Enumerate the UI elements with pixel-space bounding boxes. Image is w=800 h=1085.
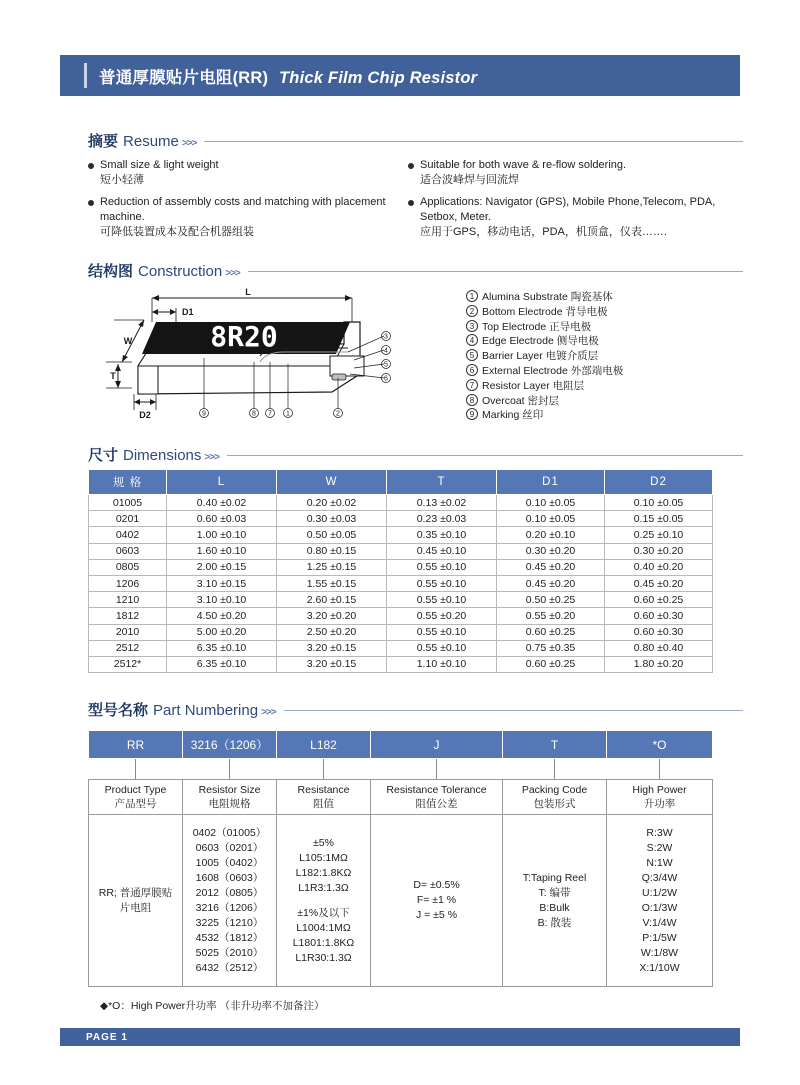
bullet-text-en: Suitable for both wave & re-flow soldering.	[420, 159, 627, 171]
cell-D1: 0.10 ±0.05	[497, 511, 605, 527]
cell-T: 0.45 ±0.10	[387, 543, 497, 559]
section-rule	[248, 271, 743, 272]
column-header-product-type	[89, 780, 183, 815]
value-line: T: 编带	[538, 886, 571, 899]
value-line: W:1/8W	[640, 946, 679, 959]
list-item	[466, 320, 623, 335]
page-title	[99, 64, 477, 88]
value-line: L1801:1.8KΩ	[292, 936, 355, 949]
dim-label-D2: D2	[139, 410, 151, 420]
page-title-zh: 普通厚膜贴片电阻(RR)	[99, 68, 269, 87]
table-header-row	[89, 780, 713, 815]
column-header-W: W	[277, 470, 387, 495]
legend-text-zh: 电镀介质层	[545, 350, 599, 363]
cell-D2: 0.25 ±0.10	[605, 527, 713, 543]
cell-D1: 0.60 ±0.25	[497, 656, 605, 672]
svg-text:4: 4	[384, 347, 388, 355]
bullet-dot-icon	[408, 163, 414, 169]
section-heading-resume	[88, 130, 743, 151]
cell-L: 1.00 ±0.10	[167, 527, 277, 543]
bullet-text	[100, 158, 219, 188]
resume-column-right	[408, 158, 718, 247]
part-numbering-note: ◆*O：High Power升功率 （非升功率不加备注）	[100, 1000, 325, 1012]
section-arrows-icon: >>>	[204, 452, 219, 463]
section-arrows-icon: >>>	[181, 138, 197, 149]
code-cell-resistor-size: 3216（1206）	[183, 731, 277, 759]
legend-text-en: Resistor Layer	[482, 379, 550, 392]
dim-label-D1: D1	[182, 307, 194, 317]
cell-W: 1.55 ±0.15	[277, 575, 387, 591]
section-rule	[227, 455, 743, 456]
column-header-L: L	[167, 470, 277, 495]
list-item	[466, 408, 623, 423]
list-item	[466, 379, 623, 394]
cell-size: 1210	[89, 592, 167, 608]
page-footer	[60, 1028, 740, 1046]
value-line: 片电阻	[119, 901, 152, 914]
legend-number-icon: 5	[466, 349, 478, 361]
code-cell-resistance: L182	[277, 731, 371, 759]
cell-W: 2.60 ±0.15	[277, 592, 387, 608]
cell-T: 0.55 ±0.10	[387, 559, 497, 575]
bullet-text-zh: 可降低装置成本及配合机器组装	[100, 226, 254, 238]
bullet-text	[100, 195, 398, 240]
svg-text:3: 3	[384, 333, 388, 341]
table-row	[89, 559, 713, 575]
cell-L: 0.40 ±0.02	[167, 495, 277, 511]
cell-size: 01005	[89, 495, 167, 511]
value-line: 1608（0603）	[195, 871, 264, 884]
cell-D2: 0.10 ±0.05	[605, 495, 713, 511]
table-row	[89, 592, 713, 608]
cell-L: 5.00 ±0.20	[167, 624, 277, 640]
bullet-dot-icon	[88, 163, 94, 169]
cell-T: 0.55 ±0.10	[387, 592, 497, 608]
value-line: ±5%	[313, 836, 334, 849]
value-line: 3225（1210）	[195, 916, 264, 929]
legend-text-zh: 密封层	[527, 394, 560, 407]
legend-text-en: Top Electrode	[482, 320, 547, 333]
bullet-text-zh: 应用于GPS，移动电话，PDA，机顶盒，仪表…….	[420, 226, 667, 238]
value-line: Q:3/4W	[641, 871, 678, 884]
legend-text-zh: 丝印	[522, 409, 544, 422]
cell-D2: 1.80 ±0.20	[605, 656, 713, 672]
header-zh: 电阻规格	[208, 798, 251, 810]
svg-text:8: 8	[252, 410, 256, 418]
banner-accent-bar	[84, 63, 87, 88]
connector-line	[135, 759, 136, 779]
header-en: Product Type	[104, 784, 167, 796]
cell-D2: 0.30 ±0.20	[605, 543, 713, 559]
cell-size: 0603	[89, 543, 167, 559]
list-item	[408, 195, 718, 240]
legend-text-en: Bottom Electrode	[482, 305, 563, 318]
column-header-resistance	[277, 780, 371, 815]
cell-packing-values	[503, 815, 607, 987]
legend-text-en: Barrier Layer	[482, 350, 543, 363]
section-heading-construction-en: Construction	[138, 263, 223, 280]
cell-D2: 0.60 ±0.30	[605, 624, 713, 640]
table-row	[89, 815, 713, 987]
cell-W: 0.20 ±0.02	[277, 495, 387, 511]
bullet-text-en: Small size & light weight	[100, 159, 219, 171]
bullet-text-en: Applications: Navigator (GPS), Mobile Phone,Telecom, PDA, Setbox, Meter.	[420, 196, 716, 223]
cell-T: 0.35 ±0.10	[387, 527, 497, 543]
legend-number-icon: 4	[466, 334, 478, 346]
cell-size: 0402	[89, 527, 167, 543]
legend-number-icon: 8	[466, 394, 478, 406]
part-numbering-table	[88, 779, 713, 987]
column-header-packing-code	[503, 780, 607, 815]
bullet-dot-icon	[88, 200, 94, 206]
connector-line	[554, 759, 555, 779]
table-row	[89, 608, 713, 624]
cell-L: 6.35 ±0.10	[167, 640, 277, 656]
resume-bullets	[88, 158, 728, 247]
column-header-resistor-size	[183, 780, 277, 815]
bullet-text-en: Reduction of assembly costs and matching with placement machine.	[100, 196, 386, 223]
value-line: L105:1MΩ	[299, 851, 348, 864]
code-cell-product-type: RR	[89, 731, 183, 759]
cell-size: 2512	[89, 640, 167, 656]
cell-T: 0.55 ±0.10	[387, 575, 497, 591]
construction-diagram	[92, 282, 392, 420]
table-row	[89, 495, 713, 511]
cell-size: 0201	[89, 511, 167, 527]
bullet-text-zh: 适合波峰焊与回流焊	[420, 174, 519, 186]
connector-lines	[88, 759, 712, 779]
cell-T: 0.13 ±0.02	[387, 495, 497, 511]
cell-L: 3.10 ±0.10	[167, 592, 277, 608]
value-line: 3216（1206）	[195, 901, 264, 914]
cell-L: 2.00 ±0.15	[167, 559, 277, 575]
svg-text:5: 5	[384, 361, 388, 369]
value-line: ±1%及以下	[297, 906, 350, 919]
part-numbering-diagram	[88, 730, 712, 987]
section-heading-part-numbering-zh: 型号名称	[88, 702, 149, 719]
cell-L: 0.60 ±0.03	[167, 511, 277, 527]
section-heading-dimensions-en: Dimensions	[123, 447, 202, 464]
section-heading-resume-en: Resume	[123, 133, 179, 150]
cell-D1: 0.45 ±0.20	[497, 575, 605, 591]
legend-number-icon: 3	[466, 320, 478, 332]
value-line: 2012（0805）	[195, 886, 264, 899]
list-item	[466, 290, 623, 305]
cell-W: 0.30 ±0.03	[277, 511, 387, 527]
cell-L: 6.35 ±0.10	[167, 656, 277, 672]
part-code-row	[88, 730, 713, 759]
value-line: L1R3:1.3Ω	[298, 881, 349, 894]
value-line: U:1/2W	[641, 886, 677, 899]
cell-D2: 0.45 ±0.20	[605, 575, 713, 591]
cell-L: 1.60 ±0.10	[167, 543, 277, 559]
section-rule	[204, 141, 743, 142]
cell-L: 3.10 ±0.15	[167, 575, 277, 591]
dim-label-L: L	[245, 287, 251, 297]
connector-line	[659, 759, 660, 779]
header-en: Resistor Size	[198, 784, 261, 796]
section-heading-construction	[88, 260, 743, 281]
cell-D1: 0.45 ±0.20	[497, 559, 605, 575]
cell-D1: 0.20 ±0.10	[497, 527, 605, 543]
value-line: R:3W	[646, 826, 673, 839]
cell-L: 4.50 ±0.20	[167, 608, 277, 624]
connector-line	[229, 759, 230, 779]
cell-D1: 0.75 ±0.35	[497, 640, 605, 656]
page-title-en: Thick Film Chip Resistor	[279, 68, 478, 87]
legend-text-en: Alumina Substrate	[482, 291, 568, 303]
value-line: F= ±1 %	[416, 894, 457, 906]
legend-text-en: Edge Electrode	[482, 335, 554, 348]
legend-number-icon: 2	[466, 305, 478, 317]
svg-text:1: 1	[286, 410, 290, 418]
value-line: S:2W	[646, 841, 673, 854]
legend-text-zh: 背导电极	[565, 305, 608, 318]
list-item	[88, 158, 398, 188]
value-line: 0603（0201）	[195, 841, 264, 854]
legend-text-zh: 陶瓷基体	[570, 291, 613, 303]
column-header-T: T	[387, 470, 497, 495]
cell-T: 0.23 ±0.03	[387, 511, 497, 527]
connector-line	[323, 759, 324, 779]
section-heading-part-numbering	[88, 699, 743, 720]
cell-W: 3.20 ±0.15	[277, 656, 387, 672]
value-line: 5025（2010）	[195, 946, 264, 959]
value-line: 0402（01005）	[192, 826, 267, 839]
cell-W: 2.50 ±0.20	[277, 624, 387, 640]
cell-D2: 0.80 ±0.40	[605, 640, 713, 656]
svg-text:7: 7	[268, 410, 272, 418]
page-number-label: PAGE 1	[86, 1031, 128, 1043]
value-line: O:1/3W	[641, 901, 678, 914]
cell-size: 2010	[89, 624, 167, 640]
column-header-D2: D2	[605, 470, 713, 495]
cell-size: 1206	[89, 575, 167, 591]
bullet-text-zh: 短小轻薄	[100, 174, 144, 186]
header-en: Resistance Tolerance	[386, 784, 487, 796]
legend-text-zh: 电阻层	[552, 379, 585, 392]
table-row	[89, 731, 713, 759]
cell-T: 0.55 ±0.20	[387, 608, 497, 624]
code-cell-tolerance: J	[371, 731, 503, 759]
cell-D2: 0.60 ±0.25	[605, 592, 713, 608]
value-line: X:1/10W	[639, 961, 680, 974]
dim-label-T: T	[110, 371, 116, 381]
section-heading-part-numbering-en: Part Numbering	[153, 702, 259, 719]
header-en: High Power	[632, 784, 687, 796]
value-line: 4532（1812）	[195, 931, 264, 944]
cell-W: 1.25 ±0.15	[277, 559, 387, 575]
value-line: L1R30:1.3Ω	[295, 951, 352, 964]
table-row	[89, 527, 713, 543]
legend-text-en: Marking	[482, 409, 520, 422]
cell-D2: 0.60 ±0.30	[605, 608, 713, 624]
section-arrows-icon: >>>	[225, 268, 240, 279]
header-zh: 产品型号	[114, 798, 157, 810]
value-line: J = ±5 %	[415, 909, 458, 921]
cell-resistor-size-values	[183, 815, 277, 987]
section-arrows-icon: >>>	[261, 707, 276, 718]
cell-high-power-values	[607, 815, 713, 987]
legend-text-zh: 外部端电极	[570, 364, 624, 377]
resume-column-left	[88, 158, 398, 247]
code-cell-packing: T	[503, 731, 607, 759]
cell-T: 0.55 ±0.10	[387, 624, 497, 640]
column-header-tolerance	[371, 780, 503, 815]
table-row	[89, 656, 713, 672]
cell-W: 0.50 ±0.05	[277, 527, 387, 543]
dimensions-table	[88, 469, 713, 673]
cell-size: 2512*	[89, 656, 167, 672]
cell-W: 0.80 ±0.15	[277, 543, 387, 559]
legend-number-icon: 6	[466, 364, 478, 376]
cell-D2: 0.40 ±0.20	[605, 559, 713, 575]
section-heading-resume-zh: 摘要	[88, 133, 119, 150]
column-header-high-power	[607, 780, 713, 815]
cell-T: 0.55 ±0.10	[387, 640, 497, 656]
value-line: D= ±0.5%	[413, 879, 460, 891]
section-heading-dimensions	[88, 444, 743, 465]
value-line: 6432（2512）	[195, 961, 264, 974]
svg-text:9: 9	[202, 410, 206, 418]
page-header-banner	[60, 55, 740, 96]
value-line: 1005（0402）	[195, 856, 264, 869]
list-item	[466, 305, 623, 320]
cell-D1: 0.60 ±0.25	[497, 624, 605, 640]
value-line: L182:1.8KΩ	[295, 866, 352, 879]
list-item	[466, 394, 623, 409]
cell-D1: 0.55 ±0.20	[497, 608, 605, 624]
list-item	[408, 158, 718, 188]
bullet-text	[420, 158, 626, 188]
legend-text-en: Overcoat	[482, 394, 525, 407]
section-heading-dimensions-zh: 尺寸	[88, 447, 119, 464]
section-rule	[284, 710, 743, 711]
value-line: B: 散装	[537, 916, 572, 929]
list-item	[466, 349, 623, 364]
connector-line	[436, 759, 437, 779]
legend-number-icon: 1	[466, 290, 478, 302]
header-zh: 升功率	[643, 798, 676, 810]
value-line: N:1W	[646, 856, 673, 869]
list-item	[466, 334, 623, 349]
table-row	[89, 511, 713, 527]
cell-size: 1812	[89, 608, 167, 624]
cell-resistance-values	[277, 815, 371, 987]
value-line: V:1/4W	[642, 916, 677, 929]
legend-text-zh: 正导电极	[549, 320, 592, 333]
svg-text:6: 6	[384, 375, 388, 383]
legend-text-zh: 侧导电极	[556, 335, 599, 348]
section-heading-construction-zh: 结构图	[88, 263, 134, 280]
table-row	[89, 543, 713, 559]
table-row	[89, 575, 713, 591]
bullet-dot-icon	[408, 200, 414, 206]
header-en: Resistance	[297, 784, 350, 796]
code-cell-high-power: *O	[607, 731, 713, 759]
value-line: L1004:1MΩ	[296, 921, 351, 934]
cell-T: 1.10 ±0.10	[387, 656, 497, 672]
cell-size: 0805	[89, 559, 167, 575]
construction-legend	[466, 290, 623, 423]
value-line: B:Bulk	[539, 901, 570, 914]
header-zh: 包装形式	[533, 798, 576, 810]
value-line: T:Taping Reel	[522, 871, 587, 884]
cell-tolerance-values	[371, 815, 503, 987]
cell-D1: 0.50 ±0.25	[497, 592, 605, 608]
header-zh: 阻值	[313, 798, 334, 810]
table-row	[89, 624, 713, 640]
header-zh: 阻值公差	[415, 798, 458, 810]
chip-marking-text: 8R20	[210, 320, 278, 353]
cell-D1: 0.10 ±0.05	[497, 495, 605, 511]
legend-text-en: External Electrode	[482, 364, 568, 377]
legend-number-icon: 9	[466, 408, 478, 420]
table-row	[89, 640, 713, 656]
svg-text:2: 2	[336, 410, 340, 418]
list-item	[466, 364, 623, 379]
cell-W: 3.20 ±0.15	[277, 640, 387, 656]
header-en: Packing Code	[521, 784, 588, 796]
table-header-row	[89, 470, 713, 495]
column-header-spec: 规 格	[89, 470, 167, 495]
cell-W: 3.20 ±0.20	[277, 608, 387, 624]
list-item	[88, 195, 398, 240]
cell-D2: 0.15 ±0.05	[605, 511, 713, 527]
legend-number-icon: 7	[466, 379, 478, 391]
value-line: P:1/5W	[642, 931, 677, 944]
value-line: RR; 普通厚膜贴	[98, 886, 173, 899]
cell-product-type-values	[89, 815, 183, 987]
dim-label-W: W	[123, 336, 133, 346]
bullet-text	[420, 195, 718, 240]
cell-D1: 0.30 ±0.20	[497, 543, 605, 559]
chip-resistor-illustration	[92, 282, 392, 420]
column-header-D1: D1	[497, 470, 605, 495]
